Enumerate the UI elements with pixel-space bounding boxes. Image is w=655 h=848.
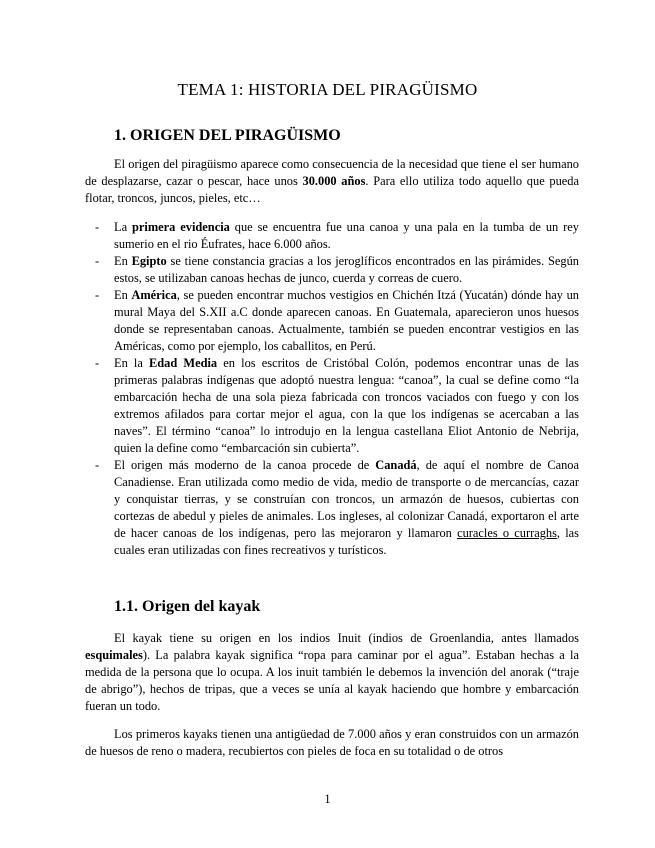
bullet-bold: Edad Media bbox=[149, 356, 218, 370]
bullet-bold: Canadá bbox=[375, 458, 417, 472]
list-item bbox=[85, 253, 579, 287]
kayak-text-a: El kayak tiene su origen en los indios Inuit (indios de Groenlandia, antes llamados bbox=[114, 631, 579, 645]
intro-text-a: El origen del piragüismo aparece como consecuencia de la necesidad que tiene el ser humano de desplazarse, cazar o pescar, hace unos bbox=[85, 157, 579, 188]
intro-text-b: . Para ello utiliza todo aquello que pueda flotar, troncos, juncos, pieles, etc… bbox=[85, 174, 579, 205]
list-item bbox=[85, 457, 579, 559]
bullet-text-b: , se pueden encontrar muchos vestigios en Chichén Itzá (Yucatán) dónde hay un mural Maya del S.XII a.C donde aparecen canoas. En Guatemala, aparecieron unos huesos donde se representaban canoas. Actualmente, también se pueden encontrar vestigios en las Américas, como por ejemplo, los caballitos, en Perú. bbox=[114, 288, 579, 353]
intro-paragraph bbox=[85, 156, 579, 207]
bullet-text-b: en los escritos de Cristóbal Colón, podemos encontrar unas de las primeras palabras indígenas que adoptó nuestra lengua: “canoa”, la cual se define como “la embarcación hecha de una sola pieza fabricada con troncos vaciados con fuego y con los extremos afilados para cortar mejor el agua, con la que los indígenas se acercaban a las naves”. El término “canoa” lo introdujo en la lengua castellana Eliot Antonio de Nebrija, quien la define como “embarcación sin cubierta”. bbox=[114, 356, 579, 455]
bullet-text-c: , las cuales eran utilizadas con fines recreativos y turísticos. bbox=[114, 526, 579, 557]
bullet-bold: primera evidencia bbox=[132, 220, 230, 234]
bullet-text-a: En bbox=[114, 288, 132, 302]
bullet-dash: - bbox=[95, 288, 100, 302]
history-bullet-list bbox=[85, 219, 579, 559]
kayak-bold-esquimales: esquimales bbox=[85, 648, 143, 662]
kayak-text-b: ). La palabra kayak significa “ropa para caminar por el agua”. Estaban hechas a la medida de la persona que lo ocupa. A los inuit también le debemos la invención del anorak (“traje de abrigo”), hechos de tripas, que a veces se unía al kayak haciendo que hombre y embarcación fueran un todo. bbox=[85, 648, 579, 713]
page-title: TEMA 1: HISTORIA DEL PIRAGÜISMO bbox=[177, 80, 478, 99]
page-number: 1 bbox=[324, 792, 331, 806]
bullet-bold: América bbox=[131, 288, 177, 302]
bullet-dash: - bbox=[95, 356, 100, 370]
list-item bbox=[85, 287, 579, 355]
bullet-dash: - bbox=[95, 254, 100, 268]
section-heading-origen-piraguismo: 1. ORIGEN DEL PIRAGÜISMO bbox=[114, 127, 341, 144]
bullet-dash: - bbox=[95, 458, 100, 472]
bullet-text-b: , de aquí el nombre de Canoa Canadiense. Eran utilizada como medio de vida, medio de transporte o de mercancías, cazar y conquistar tierras, y se construían con troncos, un armazón de huesos, cubiertas con cortezas de abedul y pieles de animales. Los ingleses, al colonizar Canadá, exportaron el arte de hacer canoas de los indígenas, pero las mejoraron y llamaron bbox=[114, 458, 579, 540]
bullet-dash: - bbox=[95, 220, 100, 234]
bullet-text-b: que se encuentra fue una canoa y una pala en la tumba de un rey sumerio en el rio Éufrates, hace 6.000 años. bbox=[114, 220, 579, 251]
underlined-term: curacles o curraghs bbox=[457, 526, 557, 540]
bullet-text-a: El origen más moderno de la canoa procede de bbox=[114, 458, 376, 472]
intro-bold-years: 30.000 años bbox=[302, 174, 366, 188]
kayak-paragraph-1 bbox=[85, 630, 579, 715]
section-heading-origen-kayak: 1.1. Origen del kayak bbox=[114, 598, 261, 615]
bullet-text-a: En la bbox=[114, 356, 150, 370]
kayak-paragraph-2: Los primeros kayaks tienen una antigüedad de 7.000 años y eran construidos con un armazón de huesos de reno o madera, recubiertos con pieles de foca en su totalidad o de otros bbox=[85, 727, 579, 758]
bullet-bold: Egipto bbox=[131, 254, 167, 268]
bullet-text-a: En bbox=[114, 254, 132, 268]
list-item bbox=[85, 219, 579, 253]
bullet-text-a: La bbox=[114, 220, 132, 234]
bullet-text-b: se tiene constancia gracias a los jeroglíficos encontrados en las pirámides. Según estos, se utilizaban canoas hechas de junco, cuerda y correas de cuero. bbox=[114, 254, 579, 285]
list-item bbox=[85, 355, 579, 457]
